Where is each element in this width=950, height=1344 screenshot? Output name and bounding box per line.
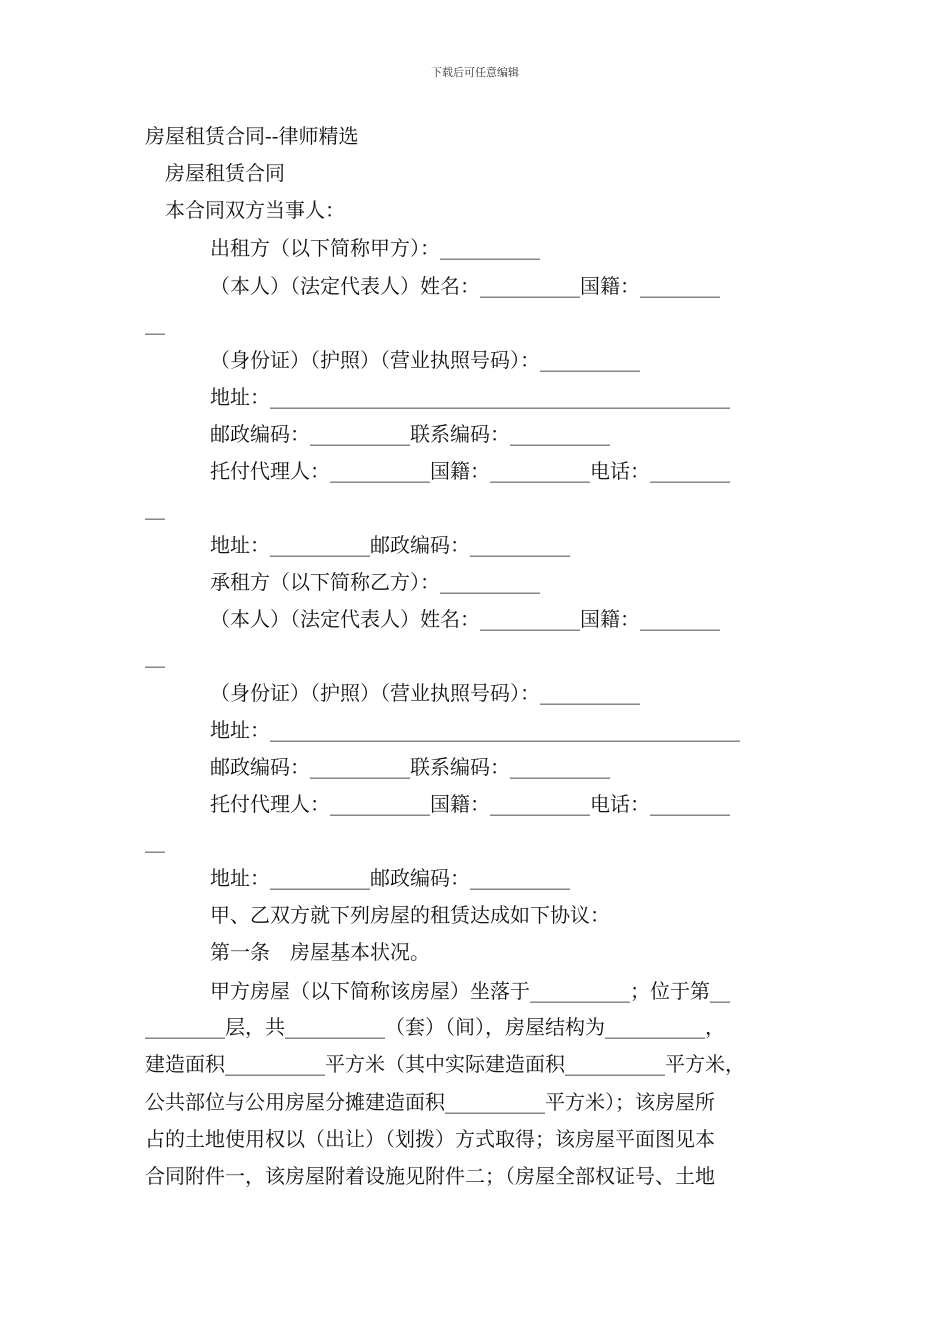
lessee-line: 承租方（以下简称乙方）：__________ [210, 570, 540, 594]
lessor-address-line: 地址：______________________________________________ [210, 385, 730, 409]
lessor-id-line: （身份证）（护照）（营业执照号码）：__________ [210, 348, 640, 372]
lessor-name-line: （本人）（法定代表人）姓名：__________国籍：________ [210, 274, 720, 298]
lessor-name-wrap: __ [145, 311, 165, 335]
parties-intro: 本合同双方当事人： [165, 198, 345, 222]
document-title: 房屋租赁合同--律师精选 [145, 124, 359, 148]
lessor-agent-wrap: __ [145, 496, 165, 520]
lessee-agent-address-line: 地址：__________邮政编码：__________ [210, 866, 570, 890]
article-one-text-3: 建造面积__________平方米（其中实际建造面积__________平方米， [145, 1052, 745, 1076]
article-one-text-2: ________层，共__________（套）（间），房屋结构为__________， [145, 1015, 725, 1039]
lessor-line: 出租方（以下简称甲方）：__________ [210, 236, 540, 260]
article-one-text-6: 合同附件一，该房屋附着设施见附件二；（房屋全部权证号、土地 [145, 1164, 715, 1188]
lessee-address-line: 地址：_______________________________________________ [210, 718, 740, 742]
page-header: 下载后可任意编辑 [431, 66, 519, 79]
contract-heading: 房屋租赁合同 [165, 161, 285, 185]
lessor-agent-address-line: 地址：__________邮政编码：__________ [210, 533, 570, 557]
lessee-name-line: （本人）（法定代表人）姓名：__________国籍：________ [210, 607, 720, 631]
lessee-agent-line: 托付代理人：__________国籍：__________电话：________ [210, 792, 730, 816]
lessee-postcode-line: 邮政编码：__________联系编码：__________ [210, 755, 610, 779]
lessee-id-line: （身份证）（护照）（营业执照号码）：__________ [210, 681, 640, 705]
lessor-postcode-line: 邮政编码：__________联系编码：__________ [210, 422, 610, 446]
article-one-text-1: 甲方房屋（以下简称该房屋）坐落于__________；位于第__ [210, 979, 730, 1003]
lessor-agent-line: 托付代理人：__________国籍：__________电话：________ [210, 459, 730, 483]
agreement-intro: 甲、乙双方就下列房屋的租赁达成如下协议： [210, 903, 610, 927]
lessee-agent-wrap: __ [145, 829, 165, 853]
article-one-text-5: 占的土地使用权以（出让）（划拨）方式取得；该房屋平面图见本 [145, 1127, 715, 1151]
article-one-heading: 第一条 房屋基本状况。 [210, 940, 430, 964]
article-one-text-4: 公共部位与公用房屋分摊建造面积__________平方米）；该房屋所 [145, 1090, 715, 1114]
lessee-name-wrap: __ [145, 644, 165, 668]
